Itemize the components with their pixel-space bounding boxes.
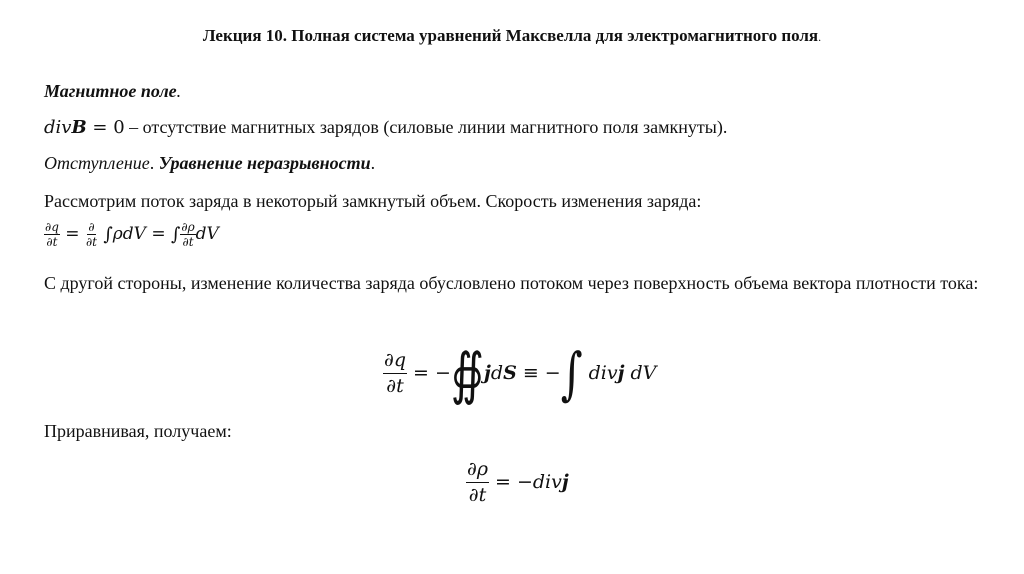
vector-s: S [503,362,517,384]
digression-separator: . [149,153,159,173]
digression-line [44,153,375,174]
lecture-title [0,26,1024,46]
volume-integral-sign: ∫ [560,339,583,407]
differential-d: d [490,362,504,384]
fraction-d-dt [85,221,98,248]
div-operator: div [588,362,618,384]
div-b-explanation: – отсутствие магнитных зарядов (силовые линии магнитного поля замкнуты). [124,117,728,137]
lecture-title-text: Лекция 10. Полная система уравнений Максвелла для электромагнитного поля [202,26,819,45]
paragraph-other-side: С другой стороны, изменение количества заряда обусловлено потоком через поверхность объема вектора плотности тока: [44,273,979,293]
magnetic-field-label: Магнитное поле [44,81,177,101]
continuity-equation-heading: Уравнение неразрывности [158,153,371,173]
integrand-rho-dv: ρdV [112,224,146,244]
equiv-minus: ≡ − [522,362,561,384]
integral-sign: ∫ [171,224,181,245]
integral-sign: ∫ [103,224,113,245]
denominator-dt: ∂t [386,374,404,397]
denominator-dt: ∂t [85,235,97,249]
equals-sign: = [151,224,166,244]
equals-minus: = − [495,471,533,493]
denominator-dt: ∂t [46,235,58,249]
numerator-dq: ∂q [45,220,59,234]
vector-j: j [561,471,569,493]
denominator-dt: ∂t [182,235,194,249]
differential-dv: dV [630,362,657,384]
differential-dv: dV [195,224,219,244]
paragraph-charge-flow: Рассмотрим поток заряда в некоторый замкнутый объем. Скорость изменения заряда: [44,191,702,211]
equation-continuity [466,456,569,508]
vector-b: B [71,117,87,138]
equation-current-flux [383,338,656,408]
equals-zero: = 0 [86,117,125,138]
magnetic-field-dot: . [176,81,182,101]
fraction-dq-dt [383,348,407,397]
div-operator: div [532,471,562,493]
numerator-drho: ∂ρ [466,460,489,483]
digression-label: Отступление [44,153,150,173]
magnetic-field-heading [44,81,181,102]
equals-minus: = − [413,362,451,384]
lecture-title-dot: . [818,30,822,44]
div-operator: div [44,117,72,138]
denominator-dt: ∂t [468,483,487,506]
numerator-drho: ∂ρ [181,220,195,234]
numerator-dq: ∂q [383,351,407,374]
digression-end: . [370,153,376,173]
fraction-drho-dt [180,221,195,248]
vector-j: j [484,362,491,384]
surface-integral-sign: ∯ [450,339,485,407]
numerator-partial: ∂ [88,220,95,234]
vector-j: j [617,362,625,384]
fraction-drho-dt [466,457,489,506]
equals-sign: = [65,224,80,244]
div-b-statement [44,117,727,138]
fraction-dq-dt [44,221,60,248]
paragraph-equating: Приравнивая, получаем: [44,421,232,441]
equation-charge-rate [44,221,219,248]
